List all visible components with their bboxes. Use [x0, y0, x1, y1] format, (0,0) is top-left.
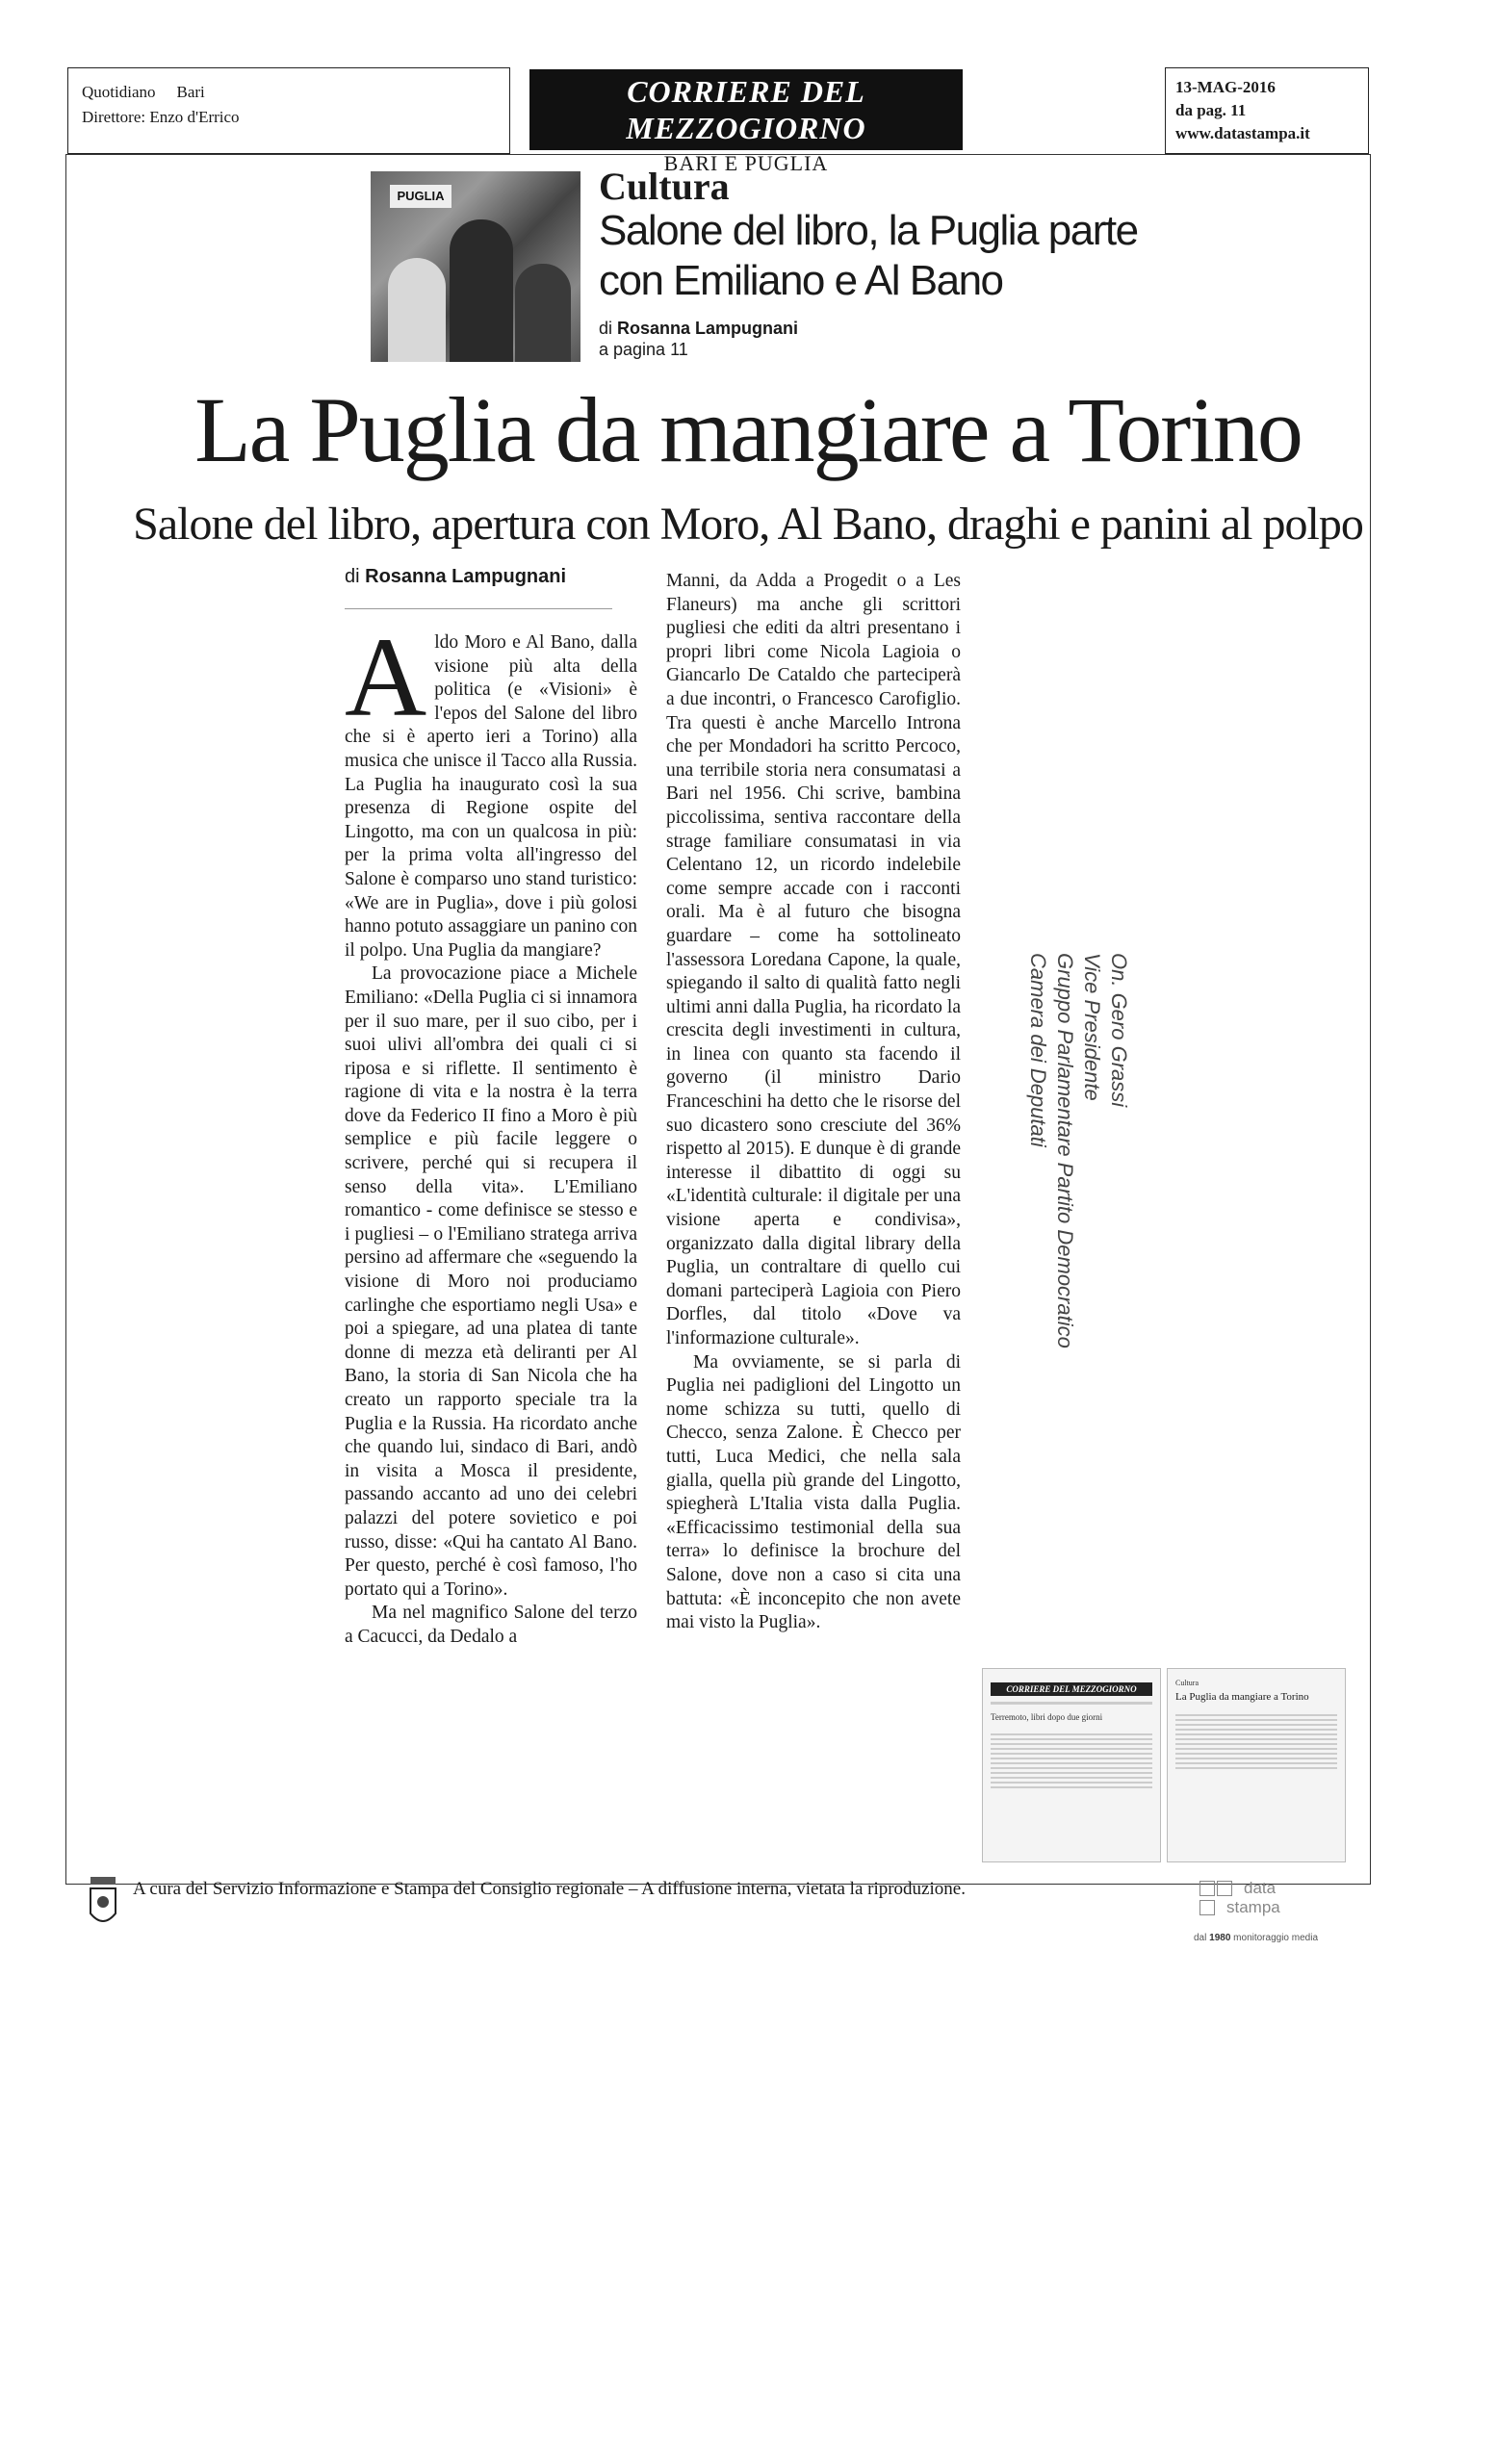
article-byline: [345, 566, 566, 588]
thumb-text-block: [991, 1731, 1152, 1788]
photo-sign: PUGLIA: [390, 185, 451, 208]
paragraph: ldo Moro e Al Bano, dalla visione più alta della politica (e «Visioni» è l'epos del Salone del libro che si è aperto ieri a Torino) alla musica che unisce il Tacco alla Russia. La Puglia ha inaugurato così la sua presenza di Regione ospite del Lingotto, ma con un qualcosa in più: per la prima volta all'ingresso del Salone è comparso uno stand turistico: «We are in Puglia», dove i più golosi hanno potuto assaggiare un panino con il polpo. Una Puglia da mangiare?: [345, 632, 637, 961]
thumbnail-article-page: [1167, 1668, 1346, 1862]
datastampa-tagline: [1194, 1933, 1318, 1943]
photo-person: [515, 264, 571, 362]
tag-suffix: monitoraggio media: [1233, 1933, 1318, 1943]
article-column-1: [345, 614, 637, 1650]
logo-word: data: [1244, 1879, 1277, 1897]
thumb-rule: [991, 1702, 1152, 1705]
tag-prefix: dal: [1194, 1933, 1207, 1943]
logo-word: stampa: [1226, 1898, 1280, 1916]
website: www.datastampa.it: [1175, 124, 1310, 142]
teaser-title: Salone del libro, la Puglia parte con Emiliano e Al Bano: [599, 207, 1138, 304]
thumb-masthead: CORRIERE DEL MEZZOGIORNO: [991, 1682, 1152, 1696]
teaser-photo: [371, 171, 580, 362]
sidenote-line: Gruppo Parlamentare Partito Democratico: [1053, 953, 1077, 1348]
thumb-headline: La Puglia da mangiare a Torino: [1175, 1691, 1309, 1703]
tag-year: 1980: [1209, 1933, 1231, 1943]
date: 13-MAG-2016: [1175, 78, 1276, 96]
sidenote-line: Camera dei Deputati: [1026, 953, 1050, 1147]
paragraph: Ma ovviamente, se si parla di Puglia nei padiglioni del Lingotto un nome schizza su tutti, quello di Checco, senza Zalone. È Checco per tutti, Luca Medici, che nella sala gialla, quella più grande del Lingotto, spiegherà L'Italia vista dalla Puglia. «Efficacissimo testimonial della sua terra» lo definisce la brochure del Salone, dove non a caso si cita una battuta: «È inconcepito che non avete mai visto la Puglia».: [666, 1351, 961, 1633]
footer-note: A cura del Servizio Informazione e Stampa del Consiglio regionale – A diffusione interna, vietata la riproduzione.: [133, 1879, 966, 1899]
byline-name: Rosanna Lampugnani: [365, 566, 567, 587]
logo-square-icon: [1217, 1881, 1232, 1896]
thumb-text: Terremoto, libri dopo due giorni: [991, 1712, 1103, 1722]
paragraph: Ma nel magnifico Salone del terzo a Cacucci, da Dedalo a: [345, 1603, 637, 1647]
header-info-box: [67, 67, 510, 154]
thumb-kicker: Cultura: [1175, 1679, 1199, 1687]
sidenote-line: Vice Presidente: [1080, 953, 1104, 1101]
regional-emblem-icon: [87, 1875, 119, 1933]
byline-prefix: di: [599, 319, 613, 338]
byline-name: Rosanna Lampugnani: [617, 319, 799, 338]
logo-square-icon: [1199, 1881, 1215, 1896]
byline-rule: [345, 608, 612, 609]
article-column-2: [666, 570, 961, 1635]
paragraph: La provocazione piace a Michele Emiliano: «Della Puglia ci si innamora per il suo mare, per il suo cibo, per i suoi ulivi all'ombra dei quali ci si riposa e si riflette. Il sentimento è ragione di vita e la nostra è la terra dove da Federico II fino a Moro è più semplice e più facile leggere o scrivere, perché qui si recupera il senso della vita». L'Emiliano romantico - come definisce se stesso e i pugliesi – o l'Emiliano stratega arriva persino ad affermare che «seguendo la visione di Moro noi produciamo carlinghe che esportiamo negli Usa» e poi a spiegare, ad una platea di tante donne di mezza età deliranti per Al Bano, la storia di San Nicola che ha creato un rapporto speciale tra la Puglia e la Russia. Ha ricordato anche che quando lui, sindaco di Bari, andò in visita a Mosca il presidente, passando accanto ad uno dei celebri palazzi del potere sovietico e poi russo, disse: «Qui ha cantato Al Bano. Per questo, perché è così famoso, l'ho portato qui a Torino».: [345, 963, 637, 1600]
thumbnail-frontpage: [982, 1668, 1161, 1862]
publication-type: Quotidiano: [82, 83, 156, 101]
logo-square-icon: [1199, 1900, 1215, 1915]
teaser-page: a pagina 11: [599, 340, 688, 359]
page-ref: da pag. 11: [1175, 101, 1247, 119]
teaser-byline: [599, 318, 798, 360]
photo-person: [450, 219, 513, 362]
masthead: [529, 69, 963, 175]
masthead-name: CORRIERE DEL MEZZOGIORNO: [529, 69, 963, 150]
dropcap: A: [345, 614, 427, 740]
photo-person: [388, 258, 446, 362]
thumb-text-block: [1175, 1711, 1337, 1769]
sidenote-line: On. Gero Grassi: [1107, 953, 1131, 1108]
masthead-edition: BARI E PUGLIA: [663, 151, 829, 175]
teaser-kicker: Cultura: [599, 165, 730, 208]
headline: La Puglia da mangiare a Torino: [194, 378, 1302, 481]
datastampa-logo: [1199, 1879, 1280, 1917]
handwritten-sidenote: [1024, 953, 1132, 1348]
paragraph: Manni, da Adda a Progedit o a Les Flaneurs) ma anche gli scrittori pugliesi che editi da altri presentano i propri libri come Nicola Lagioia o Giancarlo De Cataldo che parteciperà a due incontri, o Francesco Carofiglio. Tra questi è anche Marcello Introna che per Mondadori ha scritto Percoco, una terribile storia nera consumatasi a Bari nel 1956. Chi scrive, bambina piccolissima, sentiva raccontare della strage familiare consumatasi in via Celentano 12, un ricordo indelebile come sempre accade con i racconti orali. Ma è al futuro che bisogna guardare – come ha sottolineato l'assessora Loredana Capone, la quale, spiegando il salto di qualità fatto negli ultimi anni dalla Puglia, ha ricordato la crescita degli investimenti in cultura, in linea con quanto sta facendo il governo (il ministro Dario Franceschini ha detto che le risorse del suo dicastero sono cresciute del 36% rispetto al 2015). E dunque è di grande interesse il dibattito di oggi su «L'identità culturale: il digitale per una visione aperta e condivisa», organizzato dalla digital library della Puglia, un contraltare di quello cui domani parteciperà Lagioia con Piero Dorfles, dal titolo «Dove va l'informazione culturale».: [666, 571, 961, 1348]
subheadline: Salone del libro, apertura con Moro, Al Bano, draghi e panini al polpo: [133, 499, 1363, 550]
city: Bari: [176, 83, 205, 101]
byline-prefix: di: [345, 566, 360, 587]
header-date-box: [1165, 67, 1369, 154]
director: Direttore: Enzo d'Errico: [82, 108, 240, 126]
